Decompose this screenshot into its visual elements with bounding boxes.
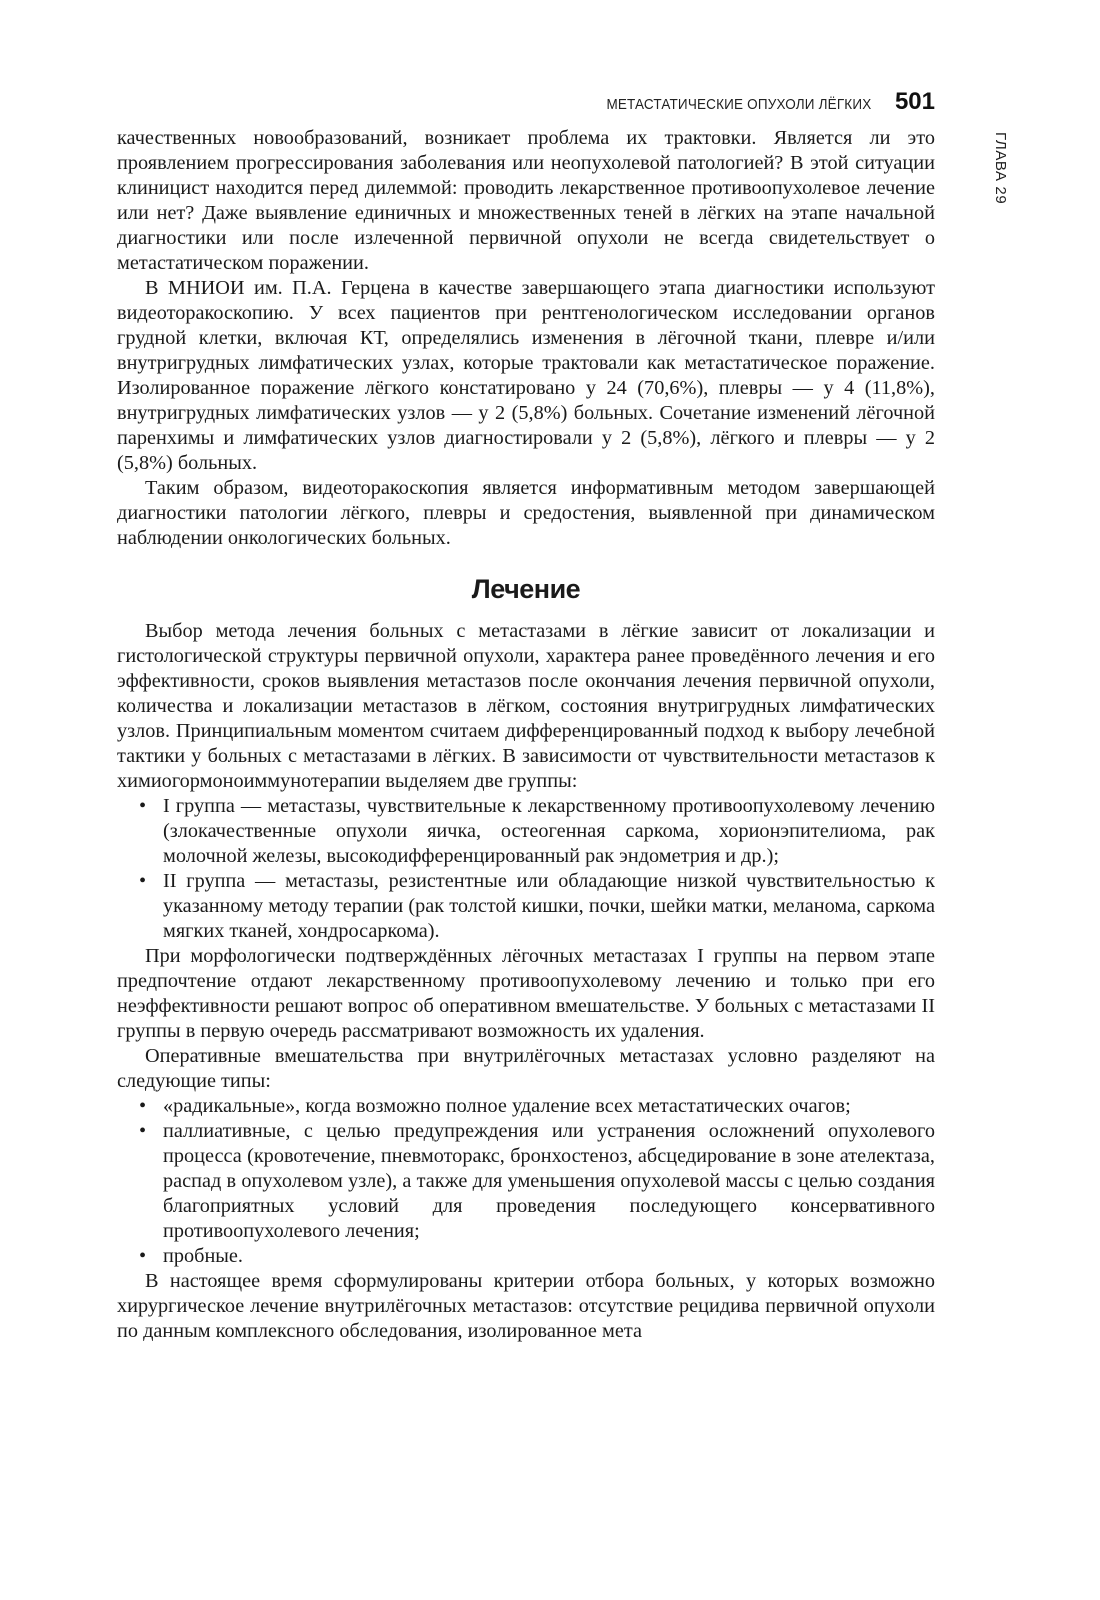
body-paragraph: При морфологически подтверждённых лёгочных метастазах I группы на первом этапе предпочтение отдают лекарственному противоопухолевому лечению и только при его неэффективности решают вопрос об оперативном вмешательстве. У больных с метастазами II группы в первую очередь рассматривают возможность их удаления. bbox=[117, 945, 935, 1042]
page-body bbox=[117, 126, 935, 1344]
section-heading: Лечение bbox=[471, 574, 581, 604]
list-item-text: паллиативные, с целью предупреждения или устранения осложнений опухолевого процесса (кровотечение, пневмоторакс, бронхостеноз, абсцедирование в зоне ателектаза, распад в опухолевом узле), а также для уменьшения опухолевой массы с целью создания благоприятных условий для проведения последующего консервативного противоопухолевого лечения; bbox=[163, 1120, 935, 1242]
list-item bbox=[139, 1094, 935, 1119]
bullet-mark: • bbox=[139, 1120, 147, 1142]
list-item-text: II группа — метастазы, резистентные или обладающие низкой чувствительностью к указанному методу терапии (рак толстой кишки, почки, шейки матки, меланома, саркома мягких тканей, хондросаркома). bbox=[163, 870, 935, 942]
running-header bbox=[117, 88, 935, 118]
body-paragraph: Оперативные вмешательства при внутрилёгочных метастазах условно разделяют на следующие типы: bbox=[117, 1045, 935, 1092]
list-item-text: «радикальные», когда возможно полное удаление всех метастатических очагов; bbox=[163, 1095, 851, 1117]
page-number: 501 bbox=[894, 88, 935, 115]
body-paragraph: Выбор метода лечения больных с метастазами в лёгкие зависит от локализации и гистологической структуры первичной опухоли, характера ранее проведённого лечения и его эффективности, сроков выявления метастазов после окончания лечения первичной опухоли, количества и локализации метастазов в лёгком, состояния внутригрудных лимфатических узлов. Принципиальным моментом считаем дифференцированный подход к выбору лечебной тактики у больных с метастазами в лёгких. В зависимости от чувствительности метастазов к химиогормоноиммунотерапии выделяем две группы: bbox=[117, 620, 935, 792]
list-item-text: пробные. bbox=[163, 1245, 244, 1267]
bullet-mark: • bbox=[139, 795, 147, 817]
body-paragraph: Таким образом, видеоторакоскопия является информативным методом завершающей диагностики патологии лёгкого, плевры и средостения, выявленной при динамическом наблюдении онкологических больных. bbox=[117, 477, 935, 549]
list-item bbox=[139, 1244, 935, 1269]
chapter-tab bbox=[992, 132, 1014, 222]
list-item bbox=[139, 1119, 935, 1244]
list-item bbox=[139, 869, 935, 944]
bullet-mark: • bbox=[139, 1095, 147, 1117]
body-paragraph: качественных новообразований, возникает проблема их трактовки. Является ли это проявлением прогрессирования заболевания или неопухолевой патологией? В этой ситуации клиницист находится перед дилеммой: проводить лекарственное противоопухолевое лечение или нет? Даже выявление единичных и множественных теней в лёгких на этапе начальной диагностики или после излеченной первичной опухоли не всегда свидетельствует о метастатическом поражении. bbox=[117, 127, 935, 274]
bullet-mark: • bbox=[139, 1245, 147, 1267]
body-paragraph: В настоящее время сформулированы критерии отбора больных, у которых возможно хирургическое лечение внутрилёгочных метастазов: отсутствие рецидива первичной опухоли по данным комплексного обследования, изолированное мета bbox=[117, 1270, 935, 1342]
list-item bbox=[139, 794, 935, 869]
surgery-type-list bbox=[117, 1094, 935, 1269]
bullet-mark: • bbox=[139, 870, 147, 892]
body-paragraph: В МНИОИ им. П.А. Герцена в качестве завершающего этапа диагностики используют видеоторакоскопию. У всех пациентов при рентгенологическом исследовании органов грудной клетки, включая КТ, определялись изменения в лёгочной ткани, плевре и/или внутригрудных лимфатических узлах, которые трактовали как метастатическое поражение. Изолированное поражение лёгкого констатировано у 24 (70,6%), плевры — у 4 (11,8%), внутригрудных лимфатических узлов — у 2 (5,8%) больных. Сочетание изменений лёгочной паренхимы и лимфатических узлов диагностировали у 2 (5,8%), лёгкого и плевры — у 2 (5,8%) больных. bbox=[117, 277, 935, 474]
running-title: МЕТАСТАТИЧЕСКИЕ ОПУХОЛИ ЛЁГКИХ bbox=[605, 96, 871, 113]
list-item-text: I группа — метастазы, чувствительные к лекарственному противоопухолевому лечению (злокачественные опухоли яичка, остеогенная саркома, хорионэпителиома, рак молочной железы, высокодифференцированный рак эндометрия и др.); bbox=[163, 795, 935, 867]
chapter-tab-label: ГЛАВА 29 bbox=[992, 132, 1009, 205]
group-list bbox=[117, 794, 935, 944]
